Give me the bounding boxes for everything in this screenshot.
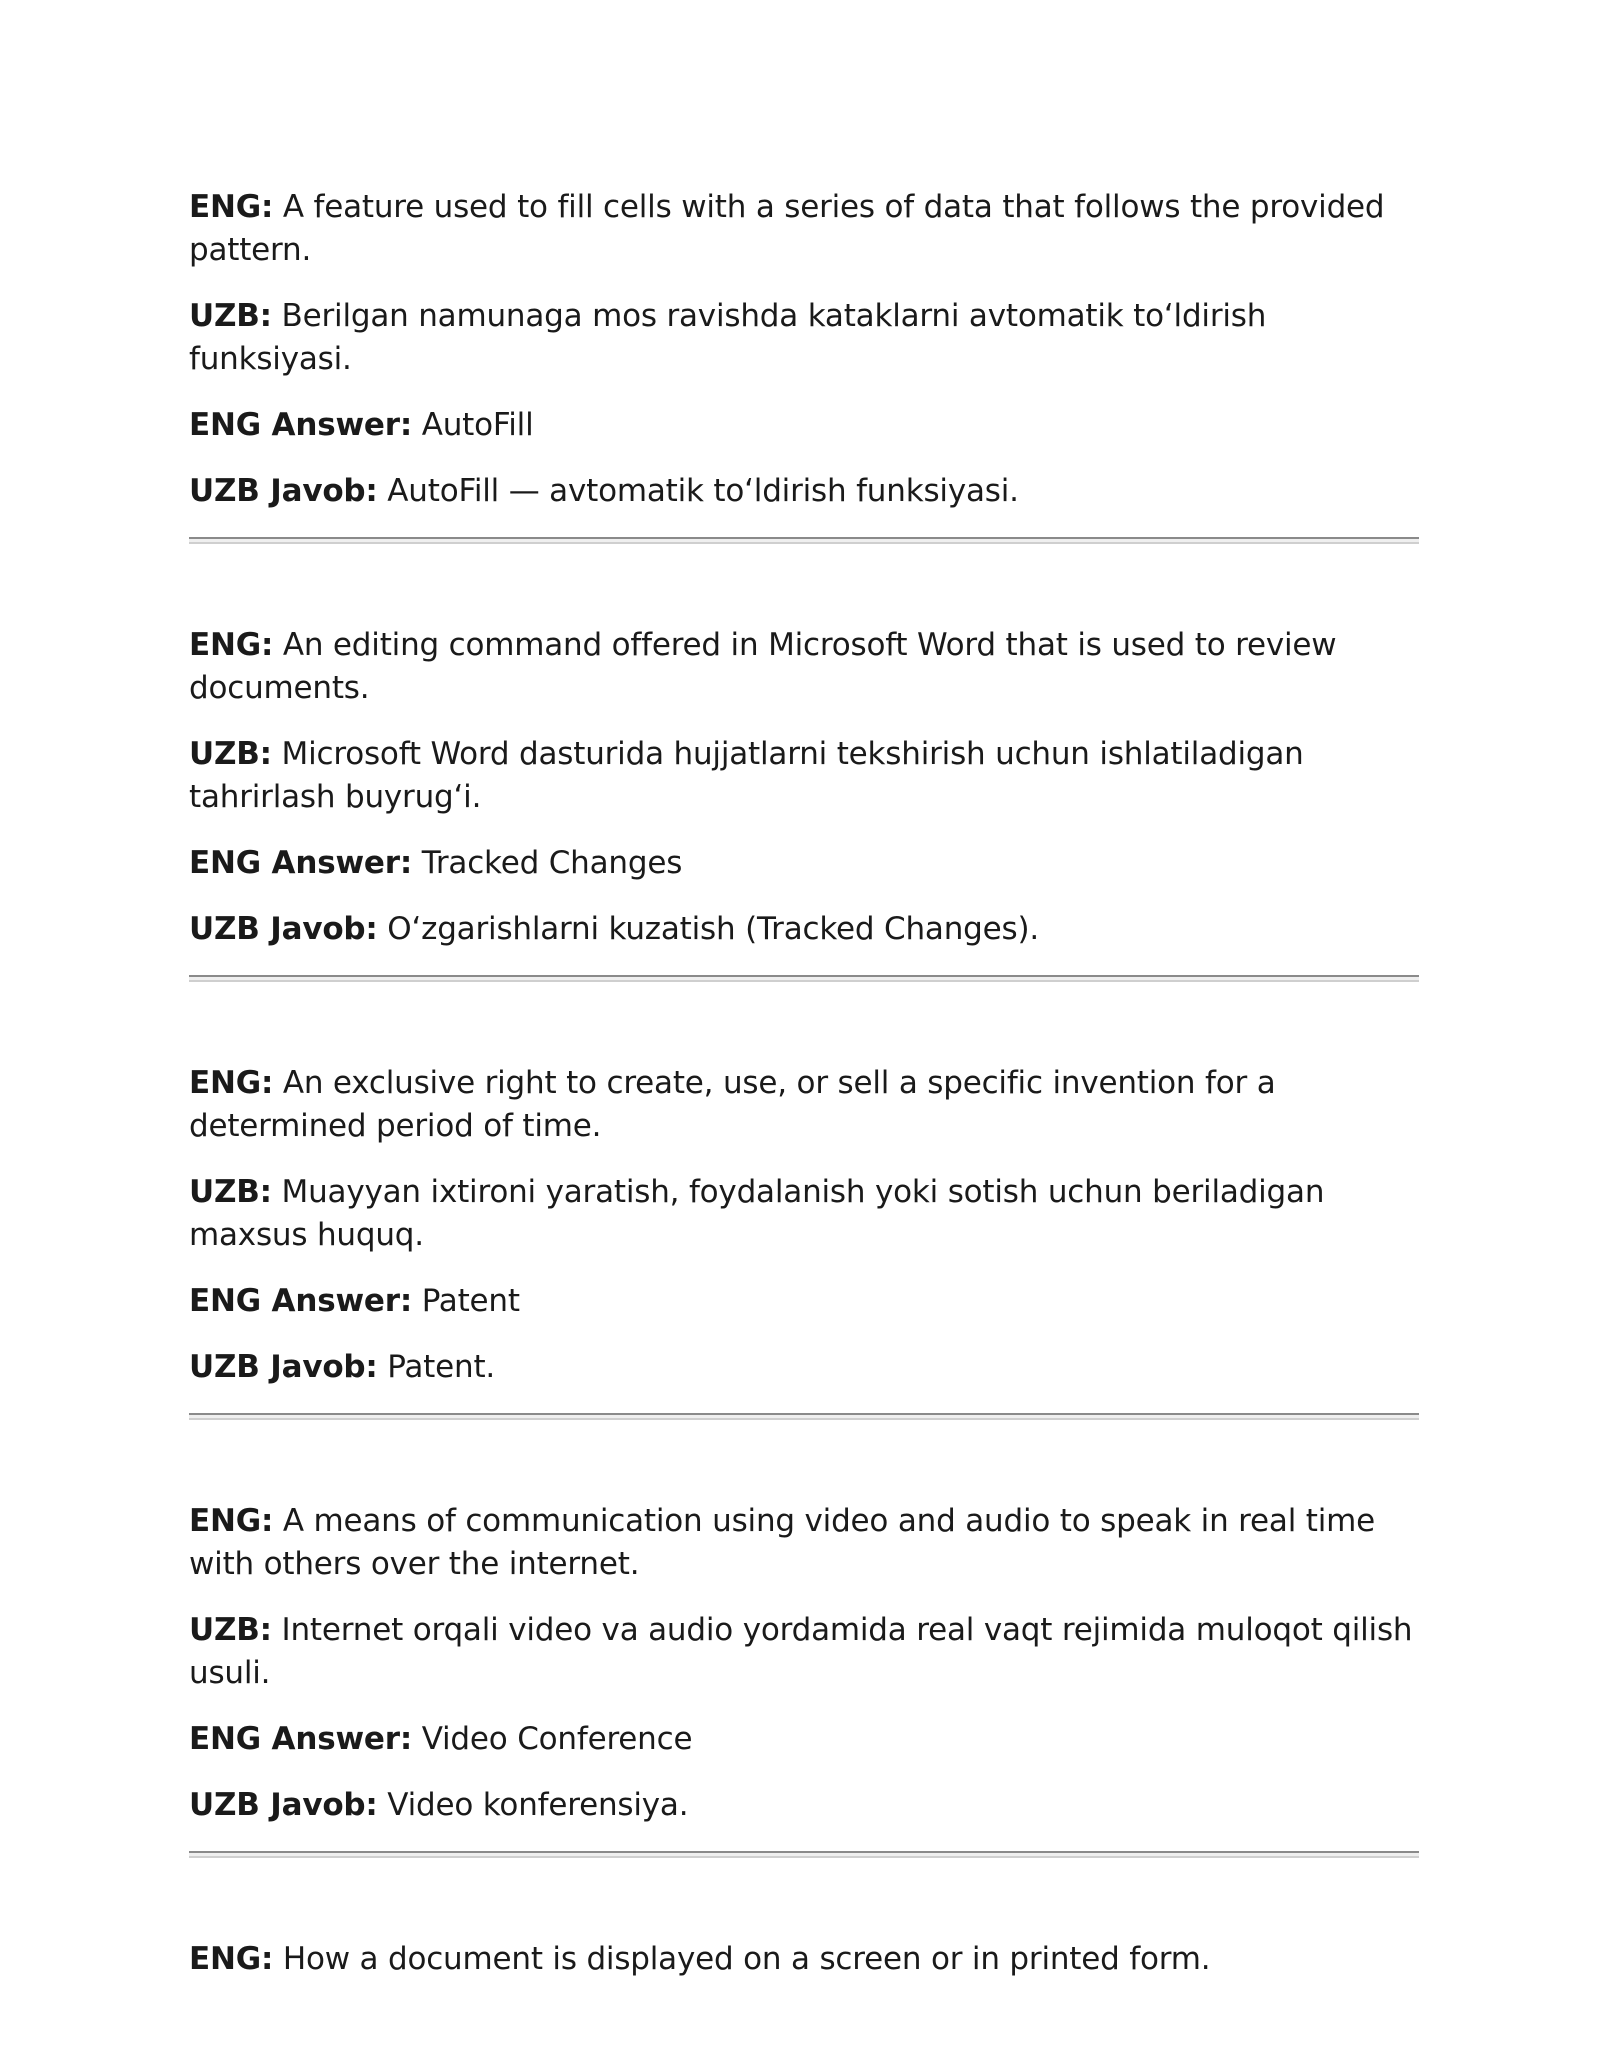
- eng-label: ENG:: [189, 627, 274, 663]
- eng-label: ENG:: [189, 189, 274, 225]
- eng-answer: [189, 1280, 1419, 1323]
- eng-answer: [189, 404, 1419, 447]
- horizontal-divider: [189, 975, 1419, 982]
- entry-block: [189, 186, 1419, 513]
- uzb-label: UZB:: [189, 736, 272, 772]
- uzb-answer-text: Video konferensiya.: [387, 1787, 689, 1823]
- eng-answer-text: Video Conference: [421, 1721, 693, 1757]
- entry-block: [189, 1500, 1419, 1827]
- uzb-answer-label: UZB Javob:: [189, 473, 378, 509]
- uzb-answer-label: UZB Javob:: [189, 1349, 378, 1385]
- uzb-answer: [189, 1784, 1419, 1827]
- eng-text: An editing command offered in Microsoft Word that is used to review documents.: [189, 627, 1337, 706]
- eng-answer: [189, 1718, 1419, 1761]
- horizontal-divider: [189, 1851, 1419, 1858]
- horizontal-divider: [189, 1413, 1419, 1420]
- uzb-answer: [189, 470, 1419, 513]
- horizontal-divider: [189, 537, 1419, 544]
- uzb-label: UZB:: [189, 1174, 272, 1210]
- uzb-answer-label: UZB Javob:: [189, 911, 378, 947]
- eng-label: ENG:: [189, 1065, 274, 1101]
- eng-question: [189, 1500, 1419, 1586]
- eng-answer-label: ENG Answer:: [189, 1721, 413, 1757]
- uzb-answer-text: O‘zgarishlarni kuzatish (Tracked Changes).: [387, 911, 1039, 947]
- uzb-question: [189, 295, 1419, 381]
- uzb-label: UZB:: [189, 298, 272, 334]
- uzb-answer-text: Patent.: [387, 1349, 496, 1385]
- eng-question: [189, 1938, 1419, 1981]
- eng-text: A means of communication using video and audio to speak in real time with others over the internet.: [189, 1503, 1376, 1582]
- eng-text: A feature used to fill cells with a series of data that follows the provided pattern.: [189, 189, 1385, 268]
- entry-block: [189, 1062, 1419, 1389]
- eng-label: ENG:: [189, 1503, 274, 1539]
- uzb-text: Muayyan ixtironi yaratish, foydalanish yoki sotish uchun beriladigan maxsus huquq.: [189, 1174, 1325, 1253]
- uzb-text: Berilgan namunaga mos ravishda kataklarni avtomatik to‘ldirish funksiyasi.: [189, 298, 1267, 377]
- uzb-question: [189, 733, 1419, 819]
- eng-text: How a document is displayed on a screen or in printed form.: [282, 1941, 1211, 1977]
- eng-question: [189, 1062, 1419, 1148]
- eng-answer-text: AutoFill: [421, 407, 534, 443]
- document-page: [189, 186, 1419, 1981]
- eng-question: [189, 186, 1419, 272]
- uzb-text: Microsoft Word dasturida hujjatlarni tekshirish uchun ishlatiladigan tahrirlash buyrug‘i.: [189, 736, 1304, 815]
- uzb-answer-text: AutoFill — avtomatik to‘ldirish funksiyasi.: [387, 473, 1019, 509]
- uzb-answer: [189, 908, 1419, 951]
- uzb-answer: [189, 1346, 1419, 1389]
- eng-answer: [189, 842, 1419, 885]
- uzb-label: UZB:: [189, 1612, 272, 1648]
- eng-label: ENG:: [189, 1941, 274, 1977]
- uzb-question: [189, 1171, 1419, 1257]
- uzb-text: Internet orqali video va audio yordamida real vaqt rejimida muloqot qilish usuli.: [189, 1612, 1413, 1691]
- eng-text: An exclusive right to create, use, or sell a specific invention for a determined period of time.: [189, 1065, 1276, 1144]
- entry-block: [189, 1938, 1419, 1981]
- eng-answer-text: Tracked Changes: [421, 845, 683, 881]
- entry-block: [189, 624, 1419, 951]
- uzb-answer-label: UZB Javob:: [189, 1787, 378, 1823]
- eng-question: [189, 624, 1419, 710]
- uzb-question: [189, 1609, 1419, 1695]
- eng-answer-label: ENG Answer:: [189, 845, 413, 881]
- eng-answer-label: ENG Answer:: [189, 407, 413, 443]
- eng-answer-label: ENG Answer:: [189, 1283, 413, 1319]
- eng-answer-text: Patent: [421, 1283, 520, 1319]
